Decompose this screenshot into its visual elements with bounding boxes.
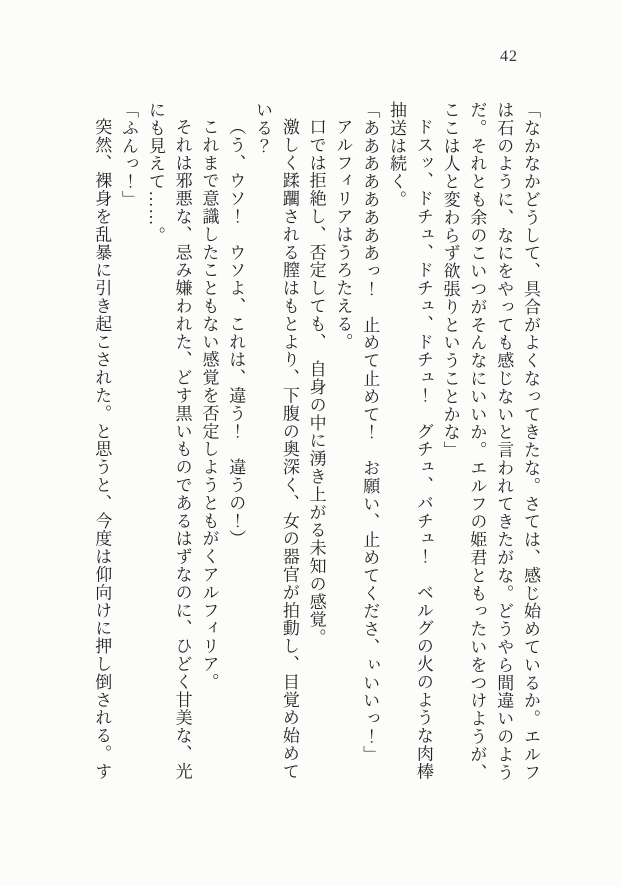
paragraph: 「なかなかどうして、具合がよくなってきたな。さては、感じ始めているか。エルフは石のように、なにをやっても感じないと言われてきたがな。どうやら間違いのようだ。それとも余のこいつがそんなにいいか。エルフの姫君ともったいをつけようが、ここは人と変わらず欲張りということかな」 <box>440 101 540 782</box>
paragraph: 激しく蹂躙される膣はもとより、下腹の奥深く、女の器官が拍動し、目覚め始めている？ <box>253 101 299 781</box>
text-block <box>87 101 543 783</box>
page-number: 42 <box>500 48 518 65</box>
paragraph: 口では拒絶し、否定しても、 自身の中に湧き上がる未知の感覚。 <box>306 118 326 647</box>
paragraph: （う、ウソ！ ウソよ、これは、違う！ 違うの！） <box>226 118 246 548</box>
paragraph: 「ああああああああっ！ 止めて止めて！ お願い、止めてくださ、ぃいいっ！」 <box>360 101 380 764</box>
paragraph: ドスッ、ドチュ、ドチュ、ドチュ！ グチュ、バチュ！ ベルグの火のような肉棒抽送は続く。 <box>387 101 433 781</box>
paragraph: それは邪悪な、忌み嫌われた、どす黒いものであるはずなのに、ひどく甘美な、光にも見えて……。 <box>145 101 192 781</box>
paragraph: 「ふんっ！」 <box>119 101 139 209</box>
paragraph: これまで意識したこともない感覚を否定しようともがくアルフィリア。 <box>199 118 219 691</box>
paragraph: アルフィリアはうろたえる。 <box>333 118 353 351</box>
paragraph: 突然、裸身を乱暴に引き起こされた。と思うと、今度は仰向けに押し倒される。す <box>92 118 112 781</box>
